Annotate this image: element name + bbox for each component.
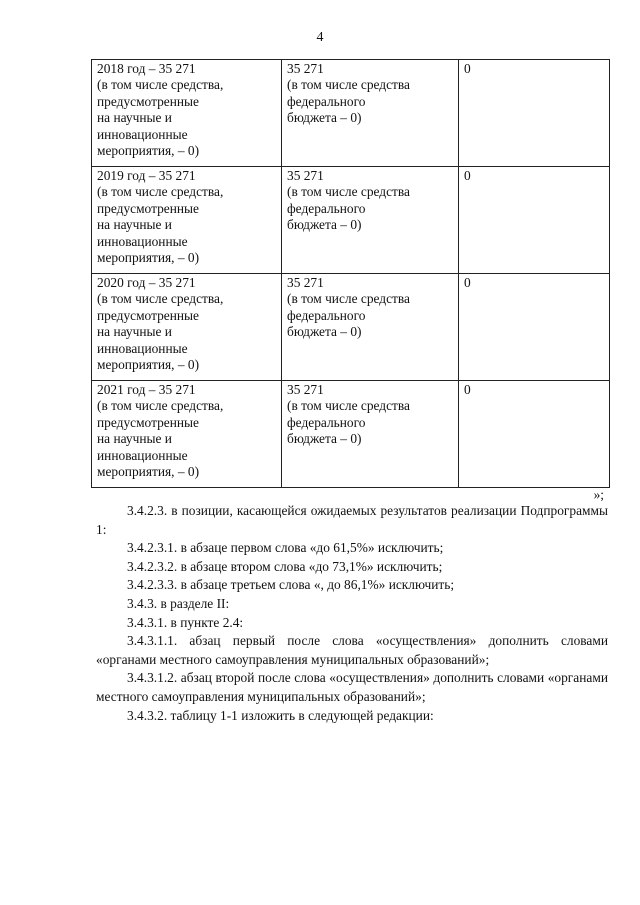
cell-line: мероприятия, – 0): [97, 143, 200, 159]
cell-line: предусмотренные: [97, 200, 199, 216]
cell-line: на научные и: [97, 324, 172, 340]
table-row: [92, 274, 610, 381]
paragraph: 3.4.2.3. в позиции, касающейся ожидаемых результатов реализации Подпрограммы 1:: [96, 503, 608, 537]
cell-line: (в том числе средства: [287, 398, 410, 414]
cell-line: федерального: [287, 93, 366, 109]
page-number: 4: [316, 30, 324, 45]
cell-line: (в том числе средства,: [97, 184, 224, 200]
cell-line: 0: [464, 61, 471, 76]
table-row: [92, 167, 610, 274]
table-cell-col1: [92, 60, 282, 167]
table-cell-col1: [92, 167, 282, 274]
cell-line: 2018 год – 35 271: [97, 61, 196, 76]
paragraph: 3.4.3.1.1. абзац первый после слова «осуществления» дополнить словами «органами местного самоуправления муниципальных образований»;: [96, 633, 608, 667]
table-cell-col3: [459, 60, 610, 167]
table-cell-col2: [282, 60, 459, 167]
cell-line: бюджета – 0): [287, 217, 362, 233]
cell-line: бюджета – 0): [287, 431, 362, 447]
cell-line: федерального: [287, 414, 366, 430]
cell-line: 2020 год – 35 271: [97, 275, 196, 290]
cell-line: инновационные: [97, 233, 188, 249]
paragraph: 3.4.3.1.2. абзац второй после слова «осуществления» дополнить словами «органами местного самоуправления муниципальных образований»;: [96, 670, 608, 704]
table-cell-col2: [282, 274, 459, 381]
cell-line: (в том числе средства: [287, 291, 410, 307]
table-cell-col2: [282, 381, 459, 488]
cell-line: 35 271: [287, 275, 324, 290]
table-cell-col3: [459, 381, 610, 488]
table-cell-col1: [92, 274, 282, 381]
cell-line: бюджета – 0): [287, 110, 362, 126]
table-row: [92, 381, 610, 488]
cell-line: федерального: [287, 200, 366, 216]
cell-line: 35 271: [287, 168, 324, 183]
cell-line: предусмотренные: [97, 414, 199, 430]
cell-line: 0: [464, 168, 471, 183]
cell-line: 35 271: [287, 61, 324, 76]
cell-line: 0: [464, 275, 471, 290]
table-cell-col2: [282, 167, 459, 274]
paragraph: 3.4.3.2. таблицу 1-1 изложить в следующей редакции:: [127, 707, 434, 723]
cell-line: инновационные: [97, 126, 188, 142]
table-cell-col1: [92, 381, 282, 488]
paragraph: 3.4.2.3.1. в абзаце первом слова «до 61,5%» исключить;: [127, 540, 444, 556]
cell-line: (в том числе средства,: [97, 77, 224, 93]
cell-line: (в том числе средства,: [97, 398, 224, 414]
closing-quote: »;: [593, 487, 604, 502]
cell-line: мероприятия, – 0): [97, 357, 200, 373]
cell-line: предусмотренные: [97, 307, 199, 323]
paragraph: 3.4.2.3.2. в абзаце втором слова «до 73,1%» исключить;: [127, 558, 443, 574]
cell-line: бюджета – 0): [287, 324, 362, 340]
cell-line: мероприятия, – 0): [97, 464, 200, 480]
cell-line: на научные и: [97, 217, 172, 233]
cell-line: (в том числе средства: [287, 77, 410, 93]
amendment-text: [96, 502, 608, 725]
cell-line: предусмотренные: [97, 93, 199, 109]
cell-line: федерального: [287, 307, 366, 323]
cell-line: 2021 год – 35 271: [97, 382, 196, 397]
cell-line: (в том числе средства,: [97, 291, 224, 307]
cell-line: на научные и: [97, 431, 172, 447]
cell-line: (в том числе средства: [287, 184, 410, 200]
cell-line: 0: [464, 382, 471, 397]
paragraph: 3.4.3.1. в пункте 2.4:: [127, 614, 244, 630]
funding-table: [91, 59, 610, 488]
table-row: [92, 60, 610, 167]
cell-line: 2019 год – 35 271: [97, 168, 196, 183]
cell-line: инновационные: [97, 447, 188, 463]
paragraph: 3.4.2.3.3. в абзаце третьем слова «, до 86,1%» исключить;: [127, 577, 455, 593]
cell-line: 35 271: [287, 382, 324, 397]
table-cell-col3: [459, 167, 610, 274]
cell-line: инновационные: [97, 340, 188, 356]
cell-line: мероприятия, – 0): [97, 250, 200, 266]
table-cell-col3: [459, 274, 610, 381]
cell-line: на научные и: [97, 110, 172, 126]
paragraph: 3.4.3. в разделе II:: [127, 595, 230, 611]
